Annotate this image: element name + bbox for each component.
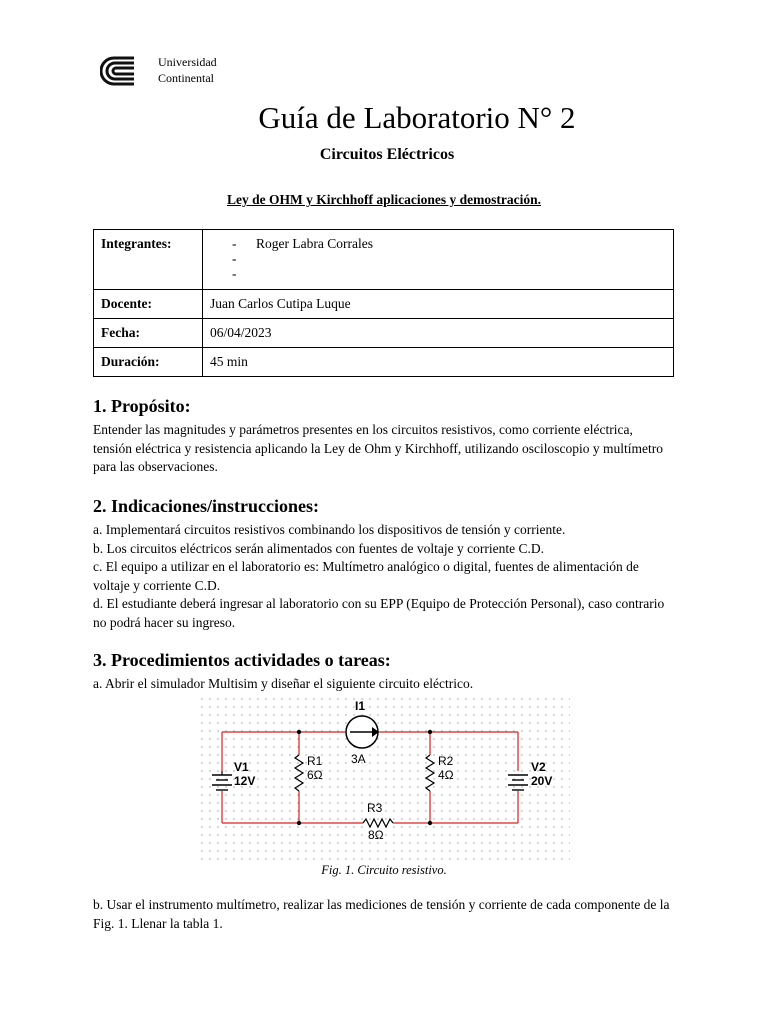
junction-dot — [428, 821, 432, 825]
member-item — [210, 251, 666, 266]
info-table — [93, 229, 674, 377]
instruction-item: c. El equipo a utilizar en el laboratorio es: Multímetro analógico o digital, fuentes de alimentación de voltaje y corriente C.D. — [93, 559, 639, 593]
v1-label: V1 — [234, 760, 249, 774]
members-label: Integrantes: — [94, 230, 203, 290]
member-name: Roger Labra Corrales — [256, 236, 373, 251]
i1-value: 3A — [351, 752, 366, 766]
subtitle-text: Circuitos Eléctricos — [319, 146, 455, 163]
r1-label: R1 — [307, 754, 323, 768]
section-3-b — [93, 896, 673, 933]
v1-value: 12V — [234, 774, 256, 788]
member-item — [210, 266, 666, 281]
instruction-item: d. El estudiante deberá ingresar al laboratorio con su EPP (Equipo de Protección Personal), caso contrario no podrá hacer su ingreso. — [93, 596, 665, 630]
date-row — [94, 319, 674, 348]
teacher-row — [94, 290, 674, 319]
members-cell — [203, 230, 674, 290]
members-list — [210, 236, 666, 281]
v2-label: V2 — [531, 760, 546, 774]
teacher-value: Juan Carlos Cutipa Luque — [203, 290, 674, 319]
step-b-text: b. Usar el instrumento multímetro, realizar las mediciones de tensión y corriente de cada componente de la Fig. 1. Llenar la tabla 1. — [93, 897, 670, 931]
duration-row — [94, 348, 674, 377]
junction-dot — [428, 730, 432, 734]
teacher-label: Docente: — [94, 290, 203, 319]
topic-heading: Ley de OHM y Kirchhoff aplicaciones y demostración. — [227, 192, 541, 207]
university-logo — [100, 56, 140, 86]
page-subtitle — [0, 146, 768, 164]
circuit-diagram — [200, 697, 570, 862]
section-2-title: 2. Indicaciones/instrucciones: — [93, 496, 320, 516]
junction-dot — [297, 730, 301, 734]
r2-label: R2 — [438, 754, 454, 768]
dash-bullet: - — [232, 236, 237, 251]
member-item — [210, 236, 666, 251]
university-name — [158, 55, 217, 86]
section-1-text — [93, 421, 673, 477]
i1-label: I1 — [355, 699, 366, 713]
dash-bullet: - — [232, 266, 237, 281]
step-a-text: a. Abrir el simulador Multisim y diseñar el siguiente circuito eléctrico. — [93, 676, 474, 691]
instruction-item: b. Los circuitos eléctricos serán alimentados con fuentes de voltaje y corriente C.D. — [93, 540, 544, 556]
r3-label: R3 — [367, 801, 383, 815]
duration-label: Duración: — [94, 348, 203, 377]
page-title: Guía de Laboratorio N° 2 — [258, 100, 576, 135]
members-row — [94, 230, 674, 290]
date-label: Fecha: — [94, 319, 203, 348]
section-3-a — [93, 675, 673, 694]
purpose-paragraph: Entender las magnitudes y parámetros presentes en los circuitos resistivos, como corriente eléctrica, tensión eléctrica y resistencia aplicando la Ley de Ohm y Kirchhoff, utilizando osciloscopio y multímetro para las observaciones. — [93, 422, 663, 474]
section-3-title: 3. Procedimientos actividades o tareas: — [93, 650, 391, 670]
v2-value: 20V — [531, 774, 553, 788]
section-1-title: 1. Propósito: — [93, 396, 191, 416]
r1-value: 6Ω — [307, 768, 323, 782]
duration-value: 45 min — [203, 348, 674, 377]
instruction-item: a. Implementará circuitos resistivos combinando los dispositivos de tensión y corriente. — [93, 522, 566, 537]
r2-value: 4Ω — [438, 768, 454, 782]
university-line2: Continental — [158, 70, 214, 85]
university-line1: Universidad — [158, 55, 217, 69]
date-value: 06/04/2023 — [203, 319, 674, 348]
section-2-list — [93, 521, 673, 632]
dash-bullet: - — [232, 251, 237, 266]
figure-caption: Fig. 1. Circuito resistivo. — [321, 863, 447, 877]
r3-value: 8Ω — [368, 828, 384, 842]
junction-dot — [297, 821, 301, 825]
